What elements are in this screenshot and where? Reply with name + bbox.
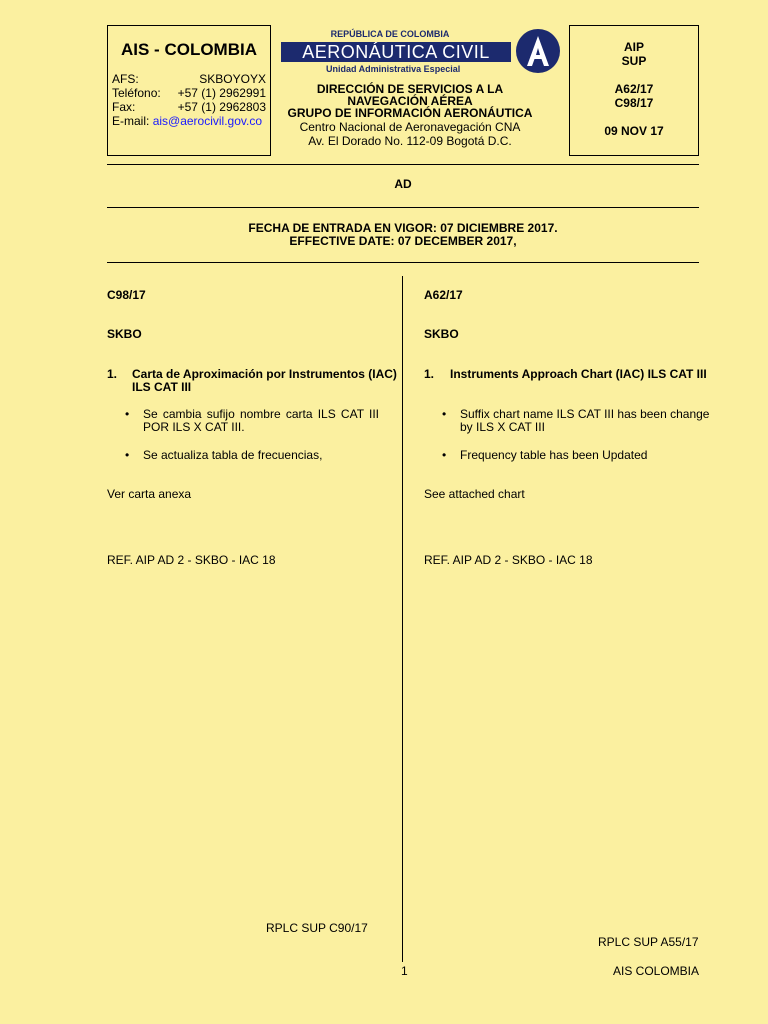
- left-item-title-2: ILS CAT III: [132, 380, 192, 394]
- divider-section: [107, 207, 699, 208]
- dept-line1: DIRECCIÓN DE SERVICIOS A LA: [316, 82, 504, 96]
- left-replaces: RPLC SUP C90/17: [266, 921, 368, 935]
- right-code: A62/17: [424, 288, 463, 302]
- ais-info-box: [107, 25, 271, 156]
- tel-value: +57 (1) 2962991: [177, 86, 266, 100]
- left-see-chart: Ver carta anexa: [107, 487, 192, 501]
- right-bullet-1-line1: • Suffix chart name ILS CAT III has been change: [460, 407, 710, 421]
- footer-org: AIS COLOMBIA: [613, 964, 700, 978]
- brand-name: AERONÁUTICA CIVIL: [302, 42, 490, 62]
- tel-row: [112, 87, 266, 100]
- fax-value: +57 (1) 2962803: [177, 100, 266, 114]
- left-code: C98/17: [107, 288, 146, 302]
- right-see-chart: See attached chart: [424, 487, 525, 501]
- right-item-title: Instruments Approach Chart (IAC) ILS CAT III: [450, 367, 707, 381]
- group-label: GRUPO DE INFORMACIÓN AERONÁUTICA: [287, 106, 533, 120]
- afs-label: AFS:: [112, 72, 139, 86]
- right-airport: SKBO: [424, 327, 459, 341]
- a-letter-icon: [516, 29, 560, 73]
- section-label: AD: [394, 177, 412, 191]
- right-bullet-1: [460, 407, 710, 434]
- issue-date: 09 NOV 17: [604, 124, 664, 138]
- right-item-number: 1.: [424, 367, 435, 381]
- right-replaces: RPLC SUP A55/17: [598, 935, 699, 949]
- left-item-title-1: Carta de Aproximación por Instrumentos (IAC): [132, 367, 397, 381]
- effective-date-en: EFFECTIVE DATE: 07 DECEMBER 2017,: [289, 234, 517, 248]
- left-bullet-2: • Se actualiza tabla de frecuencias,: [143, 449, 322, 462]
- sup-label: SUP: [621, 54, 647, 68]
- divider-effective: [107, 262, 699, 263]
- unit-label: Unidad Administrativa Especial: [326, 64, 461, 74]
- right-bullet-2: • Frequency table has been Updated: [460, 449, 647, 462]
- email-link[interactable]: ais@aerocivil.gov.co: [152, 114, 263, 128]
- dept-line2: NAVEGACIÓN AÉREA: [347, 94, 473, 108]
- aip-sup-box: [569, 25, 699, 156]
- left-item-number: 1.: [107, 367, 118, 381]
- aerocivil-logo: [516, 29, 560, 73]
- left-reference: REF. AIP AD 2 - SKBO - IAC 18: [107, 553, 276, 567]
- republic-label: REPÚBLICA DE COLOMBIA: [330, 29, 450, 39]
- ais-title: AIS - COLOMBIA: [121, 40, 257, 59]
- afs-row: [112, 73, 266, 86]
- fax-row: [112, 101, 266, 114]
- left-bullet-1-line1: • Se cambia sufijo nombre carta ILS CAT III: [143, 407, 379, 421]
- column-separator: [402, 276, 403, 962]
- email-row: [112, 115, 268, 128]
- sup-number-a: A62/17: [614, 82, 654, 96]
- center-name: Centro Nacional de Aeronavegación CNA: [299, 120, 521, 134]
- center-address: Av. El Dorado No. 112-09 Bogotá D.C.: [308, 134, 512, 148]
- fax-label: Fax:: [112, 100, 136, 114]
- aip-label: AIP: [623, 40, 644, 54]
- effective-date-es: FECHA DE ENTRADA EN VIGOR: 07 DICIEMBRE 2017.: [248, 221, 558, 235]
- left-airport: SKBO: [107, 327, 142, 341]
- left-bullet-1: [143, 408, 379, 434]
- right-reference: REF. AIP AD 2 - SKBO - IAC 18: [424, 553, 593, 567]
- divider-top: [107, 164, 699, 165]
- email-label: E-mail:: [112, 114, 150, 128]
- sup-number-c: C98/17: [614, 96, 654, 110]
- left-bullet-1-line2: POR ILS X CAT III.: [143, 420, 245, 434]
- afs-value: SKBOYOYX: [199, 72, 266, 86]
- right-bullet-1-line2: by ILS X CAT III: [460, 420, 545, 434]
- tel-label: Teléfono:: [112, 86, 161, 100]
- page-number: 1: [401, 964, 408, 978]
